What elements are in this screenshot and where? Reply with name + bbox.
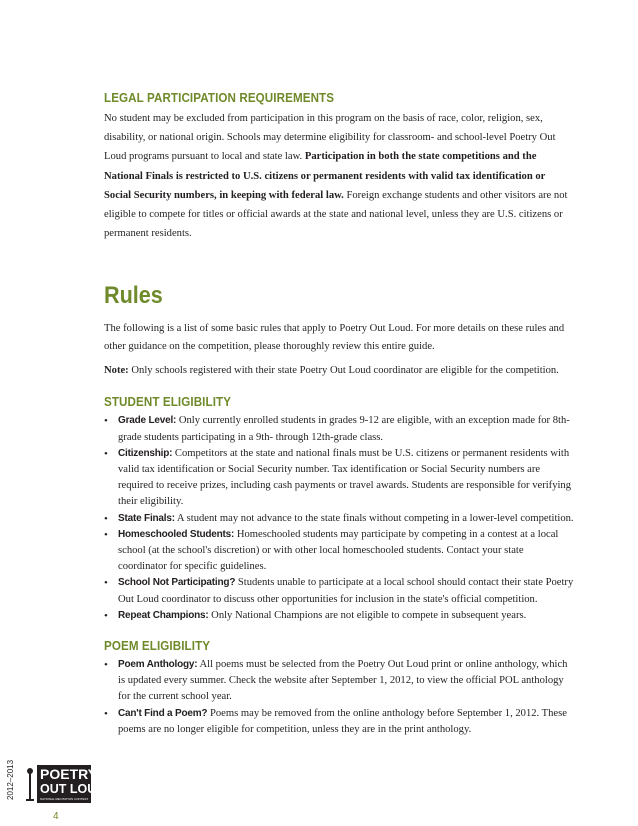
list-item: [104, 446, 574, 511]
item-text: Homeschooled students may participate by competing in a contest at a local school (at the school's discretion) or with other local homeschooled students. Contact your state coordinator for specific guidelines.: [118, 528, 559, 573]
item-text: All poems must be selected from the Poetry Out Loud print or online anthology, which is updated every summer. Check the website after September 1, 2012, to view the official POL anthology for the current school year.: [118, 659, 568, 703]
list-item: [104, 706, 574, 738]
page-number: 4: [53, 811, 59, 822]
item-text: A student may not advance to the state finals without competing in a lower-level competition.: [174, 512, 574, 524]
list-item: [104, 413, 574, 445]
year-label: 2012–2013: [6, 759, 15, 800]
student-eligibility-heading: STUDENT ELIGIBILITY: [104, 395, 232, 410]
legal-paragraph: [104, 109, 574, 243]
poem-eligibility-heading: POEM ELIGIBILITY: [104, 639, 211, 654]
list-item: [104, 657, 574, 706]
item-text: Only National Champions are not eligible to compete in subsequent years.: [208, 609, 527, 621]
item-text: Competitors at the state and national finals must be U.S. citizens or permanent residents with valid tax identification or Social Security number. Tax identification or Social Security numbers are required to receive prizes, including cash payments or travel awards. Students are responsible for verifying their eligibility.: [118, 447, 572, 508]
poem-eligibility-list: [104, 657, 574, 738]
item-text: Poems may be removed from the online anthology before September 1, 2012. These poems are no longer eligible for competition, unless they are in the print anthology.: [118, 707, 567, 735]
logo-line-1: POETRY: [40, 766, 98, 782]
student-eligibility-list: [104, 413, 574, 624]
legal-text: No student may be excluded from participation in this program on the basis of race, color, religion, sex, disability, or national origin. Schools may determine eligibility for classroom- and school-level Poetry Out Loud programs pursuant to local and state law.: [104, 113, 556, 163]
page-content: [104, 91, 574, 738]
list-item: [104, 575, 574, 607]
item-label: Grade Level:: [118, 415, 177, 427]
item-text: Students unable to participate at a local school should contact their state Poetry Out Loud coordinator to discuss other opportunities for inclusion in the state's official competition.: [118, 577, 574, 605]
logo-line-2: OUT LOUD: [40, 782, 106, 796]
item-label: Citizenship:: [118, 447, 173, 459]
item-text: Only currently enrolled students in grades 9-12 are eligible, with an exception made for 8th-grade students participating in a 9th- through 12th-grade class.: [118, 415, 570, 443]
item-label: Poem Anthology:: [118, 659, 198, 671]
item-label: School Not Participating?: [118, 577, 236, 589]
legal-bold-text: Participation in both the state competitions and the National Finals is restricted to U.S. citizens or permanent residents with valid tax identification or Social Security numbers, in keeping with federal law.: [104, 151, 546, 201]
rules-note: [104, 361, 574, 380]
item-label: Repeat Champions:: [118, 609, 209, 621]
list-item: [104, 608, 574, 624]
list-item: [104, 527, 574, 576]
rules-heading: Rules: [104, 282, 163, 310]
list-item: [104, 511, 574, 527]
legal-text-end: Foreign exchange students and other visitors are not eligible to compete for titles or official awards at the state and national level, unless they are U.S. citizens or permanent residents.: [104, 189, 568, 240]
poetry-out-loud-logo: [24, 765, 106, 803]
logo-line-3: NATIONAL RECITATION CONTEST: [40, 797, 89, 801]
note-text: Only schools registered with their state Poetry Out Loud coordinator are eligible for the competition.: [128, 365, 559, 377]
item-label: Homeschooled Students:: [118, 528, 235, 540]
item-label: Can't Find a Poem?: [118, 707, 208, 719]
item-label: State Finals:: [118, 512, 175, 524]
legal-heading: LEGAL PARTICIPATION REQUIREMENTS: [104, 91, 335, 105]
note-label: Note:: [104, 365, 129, 377]
rules-intro: The following is a list of some basic rules that apply to Poetry Out Loud. For more details on these rules and other guidance on the competition, please thoroughly review this entire guide.: [104, 323, 565, 352]
